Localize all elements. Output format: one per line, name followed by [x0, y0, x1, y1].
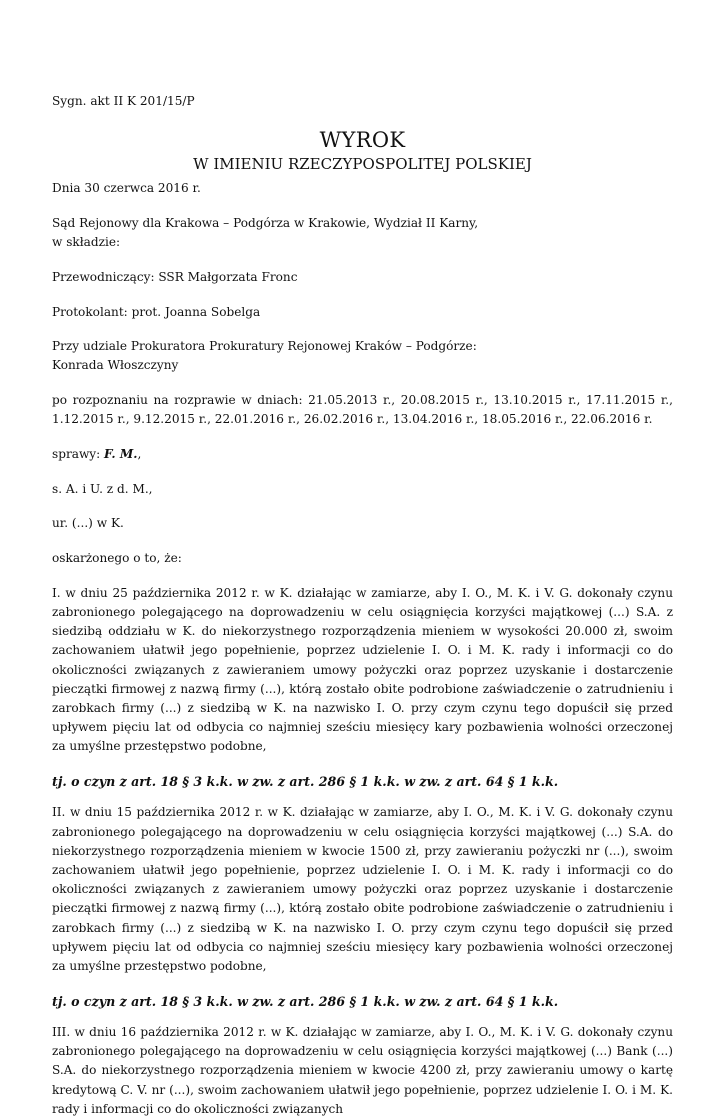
charge-paragraph: III. w dniu 16 października 2012 r. w K. działając w zamiarze, aby I. O., M. K. i V. G. dokonały czynu zabronionego polegającego na doprowadzeniu w celu osiągnięcia korzyści majątkowej (...) Bank (...) S.A. do niekorzystnego rozporządzenia mieniem w kwocie 4200 zł, przy zawieraniu umowy o kartę kredytową C. V. nr (...), swoim zachowaniem ułatwił jego popełnienie, poprzez udzielenie I. O. i M. K. rady i informacji co do okoliczności związanych	[52, 1024, 673, 1116]
case-prefix: sprawy:	[52, 447, 105, 462]
defendant-birth: ur. (...) w K.	[52, 516, 124, 531]
judgment-date: Dnia 30 czerwca 2016 r.	[52, 181, 201, 196]
charge-paragraph: II. w dniu 15 października 2012 r. w K. działając w zamiarze, aby I. O., M. K. i V. G. dokonały czynu zabronionego polegającego na doprowadzeniu w celu osiągnięcia korzyści majątkowej (...) S.A. do niekorzystnego rozporządzenia mieniem w kwocie 1500 zł, przy zawieraniu pożyczki nr (...), swoim zachowaniem ułatwił jego popełnienie, poprzez udzielenie I. O. i M. K. rady i informacji co do okoliczności związanych z zawieraniem umowy pożyczki oraz poprzez uzyskanie i dostarczenie pieczątki firmowej z nazwą firmy (...), którą zostało obite podrobione zaświadczenie o zatrudnieniu i zarobkach firmy (...) z siedzibą w K. na nazwisko I. O. przy czym czynu tego dopuścił się przed upływem pięciu lat od odbycia co najmniej sześciu miesięcy kary pozbawienia wolności orzeczonej za umyślne przestępstwo podobne,	[52, 805, 673, 973]
prosecutor-office: Przy udziale Prokuratora Prokuratury Rejonowej Kraków – Podgórze:	[52, 339, 477, 354]
case-defendant	[52, 445, 673, 464]
accused-intro: oskarżonego o to, że:	[52, 551, 182, 566]
document-subtitle: W IMIENIU RZECZYPOSPOLITEJ POLSKIEJ	[193, 155, 532, 174]
court-clerk: Protokolant: prot. Joanna Sobelga	[52, 304, 261, 319]
case-number: Sygn. akt II K 201/15/P	[52, 94, 195, 108]
prosecutor-name: Konrada Włoszczyny	[52, 358, 179, 373]
case-suffix: ,	[137, 447, 142, 462]
document-title: WYROK	[319, 128, 406, 153]
defendant-parents: s. A. i U. z d. M.,	[52, 481, 153, 496]
charge-qualification: tj. o czyn z art. 18 § 3 k.k. w zw. z art. 286 § 1 k.k. w zw. z art. 64 § 1 k.k.	[52, 774, 559, 790]
court-composition-label: w składzie:	[52, 235, 121, 250]
court-name: Sąd Rejonowy dla Krakowa – Podgórza w Krakowie, Wydział II Karny,	[52, 215, 479, 230]
hearing-dates: po rozpoznaniu na rozprawie w dniach: 21.05.2013 r., 20.08.2015 r., 13.10.2015 r., 17.11.2015 r., 1.12.2015 r., 9.12.2015 r., 22.01.2016 r., 26.02.2016 r., 13.04.2016 r., 18.05.2016 r., 22.06.2016 r.	[52, 393, 673, 427]
defendant-name: F. M.	[104, 447, 138, 462]
charge-qualification: tj. o czyn z art. 18 § 3 k.k. w zw. z art. 286 § 1 k.k. w zw. z art. 64 § 1 k.k.	[52, 993, 559, 1009]
charge-paragraph: I. w dniu 25 października 2012 r. w K. działając w zamiarze, aby I. O., M. K. i V. G. dokonały czynu zabronionego polegającego na doprowadzeniu w celu osiągnięcia korzyści majątkowej (...) S.A. z siedzibą oddziału w K. do niekorzystnego rozporządzenia mieniem w wysokości 20.000 zł, swoim zachowaniem ułatwił jego popełnienie, poprzez udzielenie I. O. i M. K. rady i informacji co do okoliczności związanych z zawieraniem umowy pożyczki oraz poprzez uzyskanie i dostarczenie pieczątki firmowej z nazwą firmy (...), którą zostało obite podrobione zaświadczenie o zatrudnieniu i zarobkach firmy (...) z siedzibą w K. na nazwisko I. O. przy czym czynu tego dopuścił się przed upływem pięciu lat od odbycia co najmniej sześciu miesięcy kary pozbawienia wolności orzeczonej za umyślne przestępstwo podobne,	[52, 585, 673, 754]
presiding-judge: Przewodniczący: SSR Małgorzata Fronc	[52, 269, 298, 284]
